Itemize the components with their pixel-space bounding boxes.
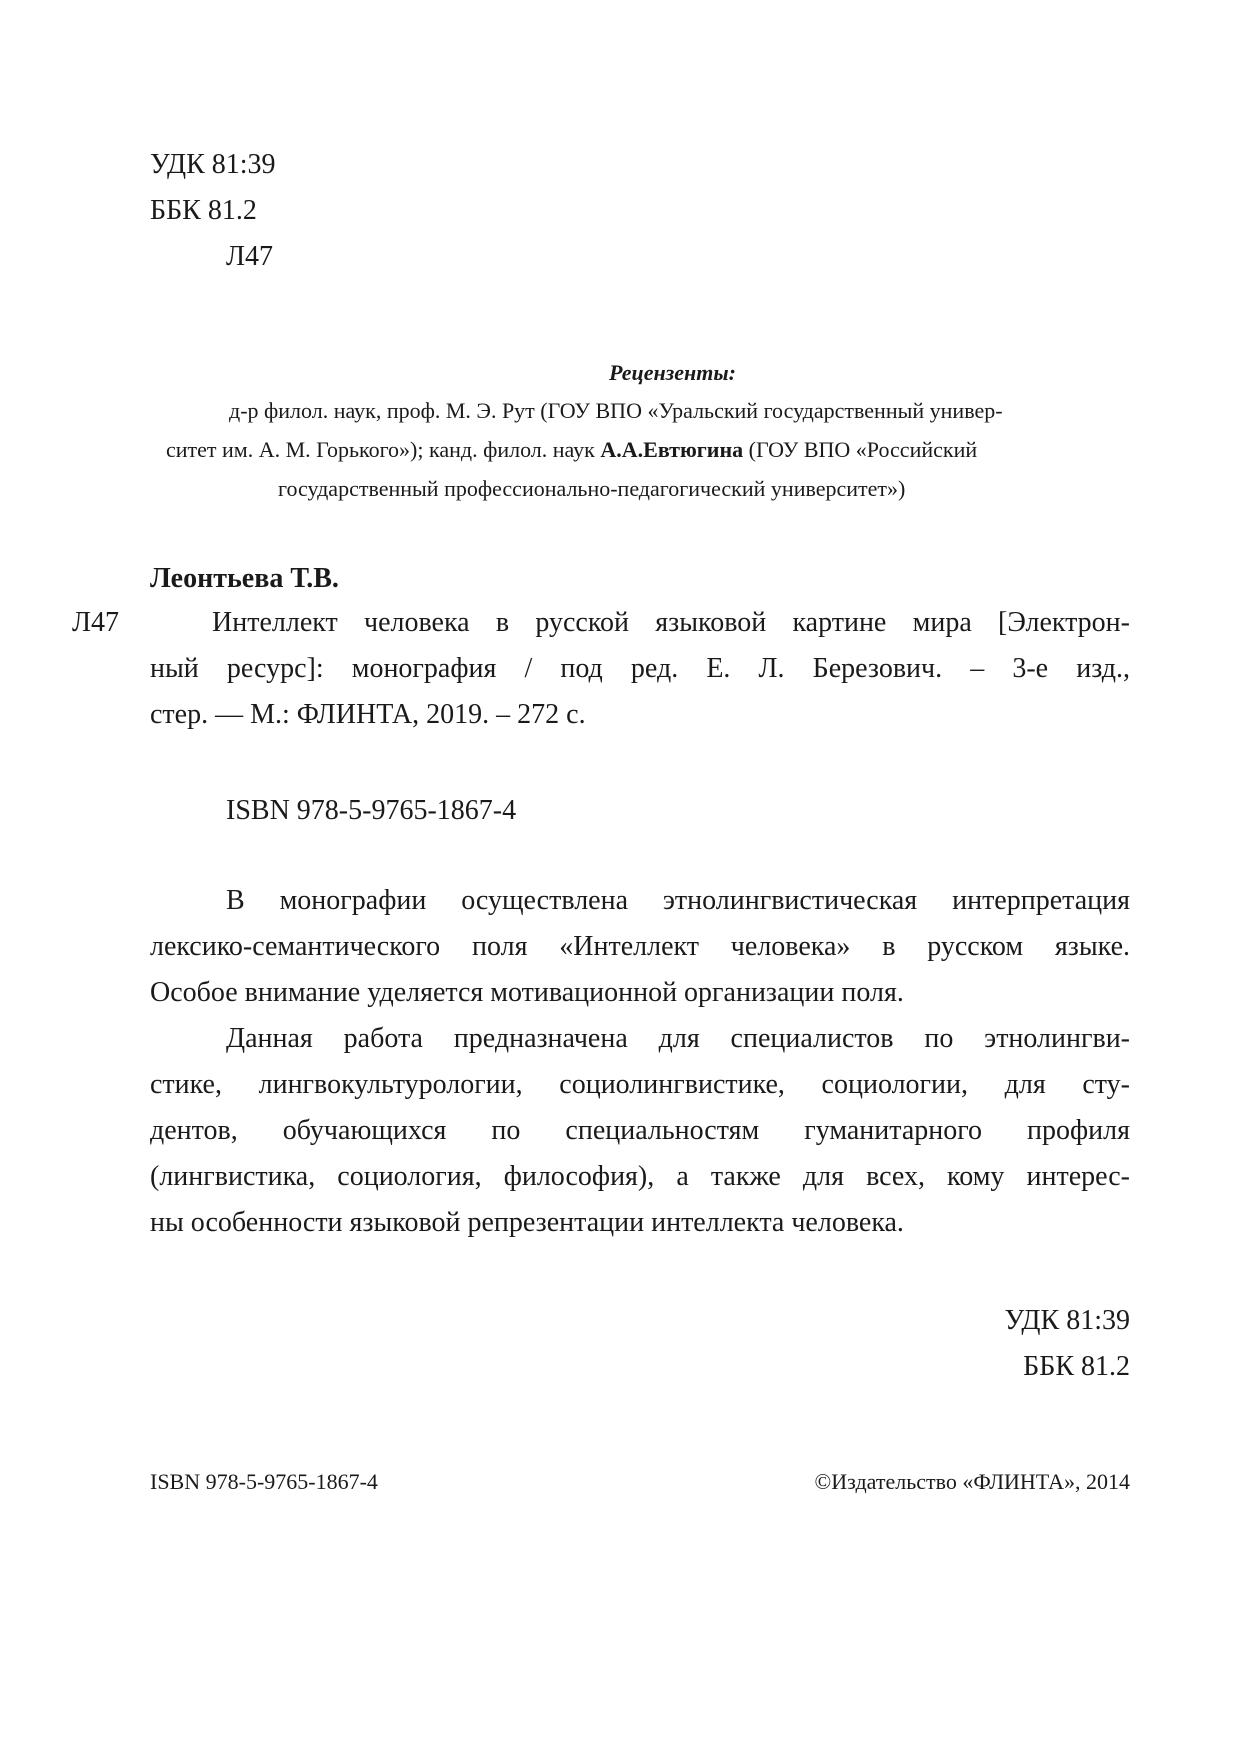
footer-copyright: ©Издательство «ФЛИНТА», 2014 [814,1469,1130,1494]
annotation-line-6: дентов, обучающихся по специальностям гуманитарного профиля [150,1115,1130,1146]
reviewers-heading-text: Рецензенты: [609,360,736,385]
reviewers-heading [0,355,1241,391]
classification-bottom [1004,1298,1130,1390]
bbk-code-bottom: ББК 81.2 [1023,1351,1130,1382]
footer-isbn: ISBN 978-5-9765-1867-4 [150,1469,378,1494]
annotation-line-1: В монографии осуществлена этнолингвистическая интерпретация [226,885,1130,916]
udk-code: УДК 81:39 [150,149,276,180]
annotation-line-3: Особое внимание уделяется мотивационной организации поля. [150,977,904,1008]
annotation-line-8: ны особенности языковой репрезентации интеллекта человека. [150,1207,904,1238]
reviewers-line-1: д-р филол. наук, проф. М. Э. Рут (ГОУ ВПО «Уральский государственный универ- [229,398,1003,423]
annotation [150,878,1130,1246]
entry-author-sign: Л47 [72,607,119,638]
reviewers-line-3: государственный профессионально-педагогический университет») [278,476,906,501]
entry-line-2: ный ресурс]: монография / под ред. Е. Л. Березович. – 3-е изд., [150,653,1130,684]
entry-description [150,600,1130,738]
bbk-code: ББК 81.2 [150,195,257,226]
reviewers-line-2 [166,432,977,468]
author-sign: Л47 [226,241,273,272]
annotation-line-2: лексико-семантического поля «Интеллект человека» в русском языке. [150,931,1130,962]
annotation-line-4: Данная работа предназначена для специалистов по этнолингви- [226,1023,1130,1054]
reviewer-2-name: А.А.Евтюгина [600,437,744,462]
annotation-line-5: стике, лингвокультурологии, социолингвистике, социологии, для сту- [150,1069,1130,1100]
entry-line-1: Интеллект человека в русской языковой картине мира [Электрон- [212,607,1130,638]
reviewers-line-2-tail: (ГОУ ВПО «Российский [743,437,978,462]
classification-top [150,142,276,280]
entry-author: Леонтьева Т.В. [150,563,339,594]
entry-isbn: ISBN 978-5-9765-1867-4 [226,795,517,826]
entry-line-3: стер. — М.: ФЛИНТА, 2019. – 272 с. [150,699,586,730]
udk-code-bottom: УДК 81:39 [1004,1305,1130,1336]
annotation-line-7: (лингвистика, социология, философия), а также для всех, кому интерес- [150,1161,1130,1192]
reviewers-line-2-text: ситет им. А. М. Горького»); канд. филол. наук [166,437,601,462]
